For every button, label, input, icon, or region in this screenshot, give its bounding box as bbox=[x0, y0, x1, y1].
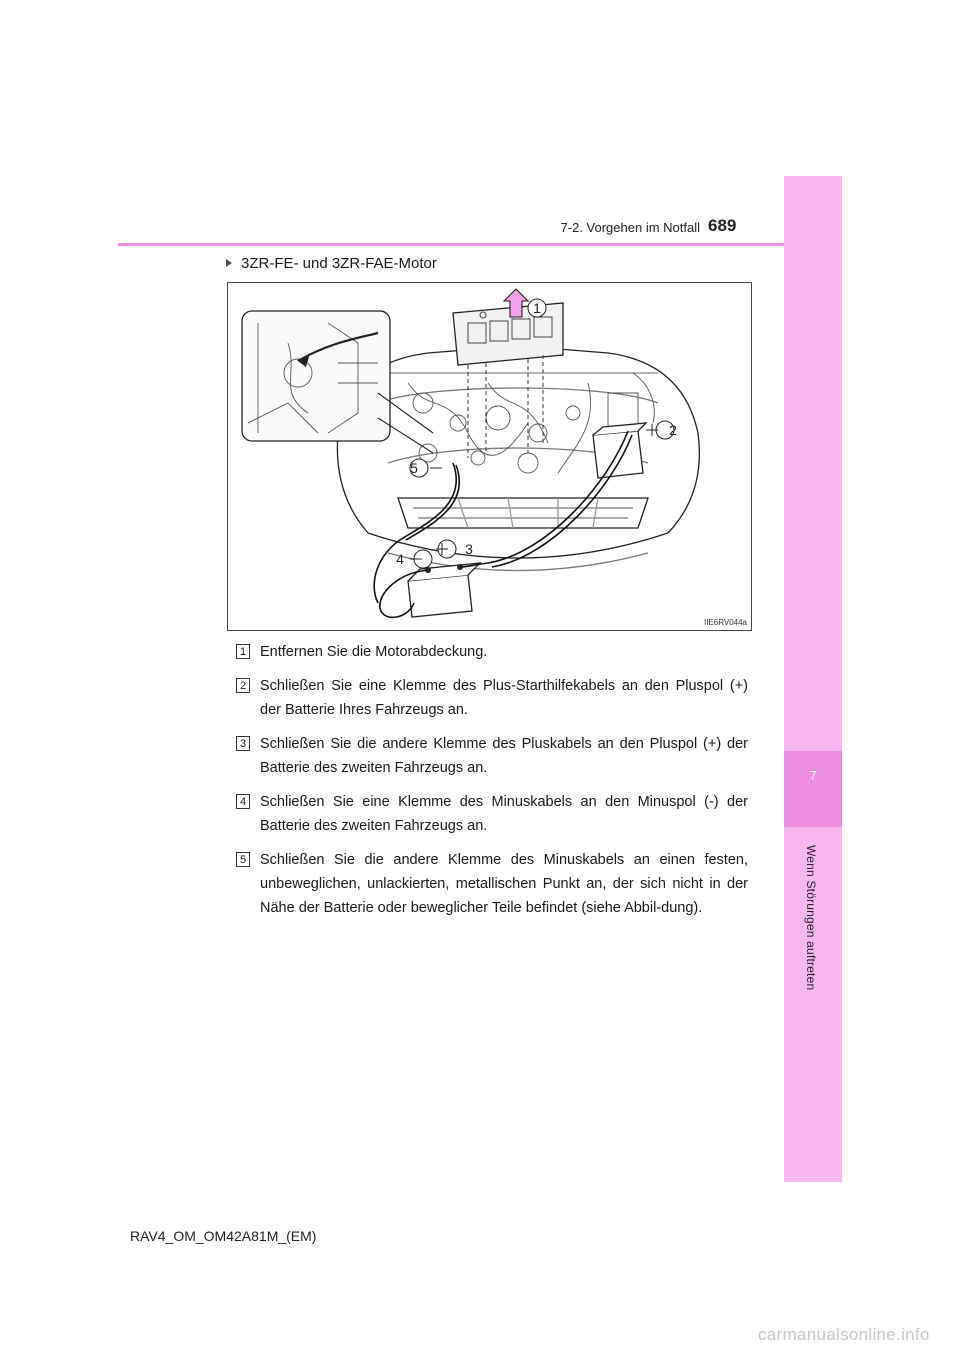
step-number-badge: 5 bbox=[236, 852, 250, 867]
side-tab bbox=[784, 176, 842, 1182]
header-rule bbox=[118, 243, 784, 246]
subheading-text: 3ZR-FE- und 3ZR-FAE-Motor bbox=[241, 255, 437, 272]
step-number-badge: 4 bbox=[236, 794, 250, 809]
engine-jumpstart-drawing bbox=[228, 283, 751, 630]
callout-1: 1 bbox=[533, 300, 541, 316]
step-text: Entfernen Sie die Motorabdeckung. bbox=[260, 644, 488, 660]
step-text: Schließen Sie die andere Klemme des Minuskabels an einen festen, unbeweglichen, unlackierten, metallischen Punkt an, der sich nicht in der Nähe der Batterie oder beweglicher Teile befindet (siehe Abbil-dung). bbox=[260, 852, 748, 916]
step-item bbox=[236, 848, 748, 920]
chapter-number: 7 bbox=[809, 768, 817, 783]
callout-5: 5 bbox=[410, 460, 418, 476]
step-text: Schließen Sie die andere Klemme des Pluskabels an den Pluspol (+) der Batterie des zweiten Fahrzeugs an. bbox=[260, 736, 748, 776]
page-number: 689 bbox=[708, 216, 737, 235]
instruction-steps bbox=[236, 640, 748, 930]
step-item bbox=[236, 790, 748, 838]
step-item bbox=[236, 732, 748, 780]
callout-4: 4 bbox=[396, 551, 404, 567]
manual-code: RAV4_OM_OM42A81M_(EM) bbox=[130, 1228, 317, 1244]
step-number-badge: 3 bbox=[236, 736, 250, 751]
step-number-badge: 1 bbox=[236, 644, 250, 659]
step-text: Schließen Sie eine Klemme des Minuskabels an den Minuspol (-) der Batterie des zweiten Fahrzeugs an. bbox=[260, 794, 748, 834]
header-section-title: 7-2. Vorgehen im Notfall bbox=[560, 220, 700, 235]
side-tab-chapter-marker bbox=[784, 751, 842, 827]
engine-illustration bbox=[227, 282, 752, 631]
step-item bbox=[236, 674, 748, 722]
step-number-badge: 2 bbox=[236, 678, 250, 693]
watermark: carmanualsonline.info bbox=[758, 1325, 930, 1344]
step-text: Schließen Sie eine Klemme des Plus-Starthilfekabels an den Pluspol (+) der Batterie Ihres Fahrzeugs an. bbox=[260, 678, 748, 718]
triangle-bullet-icon bbox=[226, 259, 232, 267]
callout-2: 2 bbox=[669, 422, 677, 438]
callout-3: 3 bbox=[465, 541, 473, 557]
figure-code: IIE6RV044a bbox=[704, 618, 747, 627]
chapter-title: Wenn Störungen auftreten bbox=[804, 845, 818, 991]
step-item bbox=[236, 640, 748, 664]
subheading bbox=[226, 255, 437, 272]
